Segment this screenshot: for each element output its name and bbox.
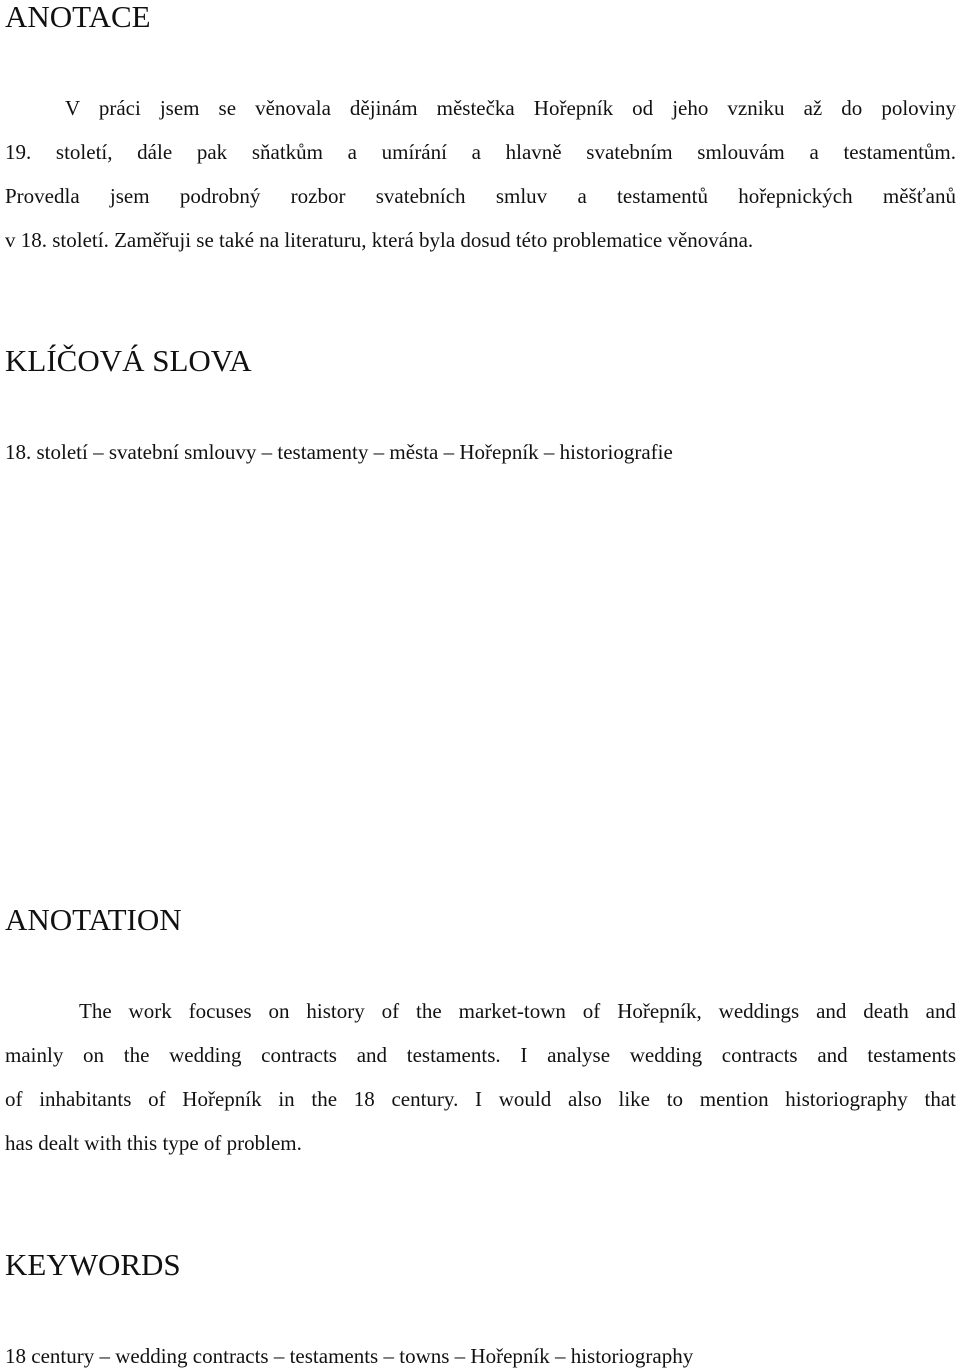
english-abstract-line: The work focuses on history of the market-town of Hořepník, weddings and death and xyxy=(79,999,956,1023)
czech-abstract-line: v 18. století. Zaměřuji se také na literaturu, která byla dosud této problematice věnována. xyxy=(5,228,754,252)
english-abstract-heading: ANOTATION xyxy=(5,902,182,937)
czech-abstract-line: Provedla jsem podrobný rozbor svatebních smluv a testamentů hořepnických měšťanů xyxy=(5,184,956,208)
czech-abstract-paragraph xyxy=(5,86,956,262)
czech-abstract-line: 19. století, dále pak sňatkům a umírání a hlavně svatebním smlouvám a testamentům. xyxy=(5,140,956,164)
english-abstract-paragraph xyxy=(5,989,956,1165)
czech-abstract-heading: ANOTACE xyxy=(5,0,151,34)
english-abstract-line: mainly on the wedding contracts and testaments. I analyse wedding contracts and testaments xyxy=(5,1043,956,1067)
english-abstract-line: has dealt with this type of problem. xyxy=(5,1131,302,1155)
czech-keywords-list: 18. století – svatební smlouvy – testamenty – města – Hořepník – historiografie xyxy=(5,440,673,464)
czech-keywords-heading: KLÍČOVÁ SLOVA xyxy=(5,343,252,378)
english-keywords-heading: KEYWORDS xyxy=(5,1247,181,1282)
english-keywords-list: 18 century – wedding contracts – testaments – towns – Hořepník – historiography xyxy=(5,1344,694,1368)
czech-abstract-line: V práci jsem se věnovala dějinám městečka Hořepník od jeho vzniku až do poloviny xyxy=(65,96,956,120)
english-abstract-line: of inhabitants of Hořepník in the 18 century. I would also like to mention historiography that xyxy=(5,1087,956,1111)
